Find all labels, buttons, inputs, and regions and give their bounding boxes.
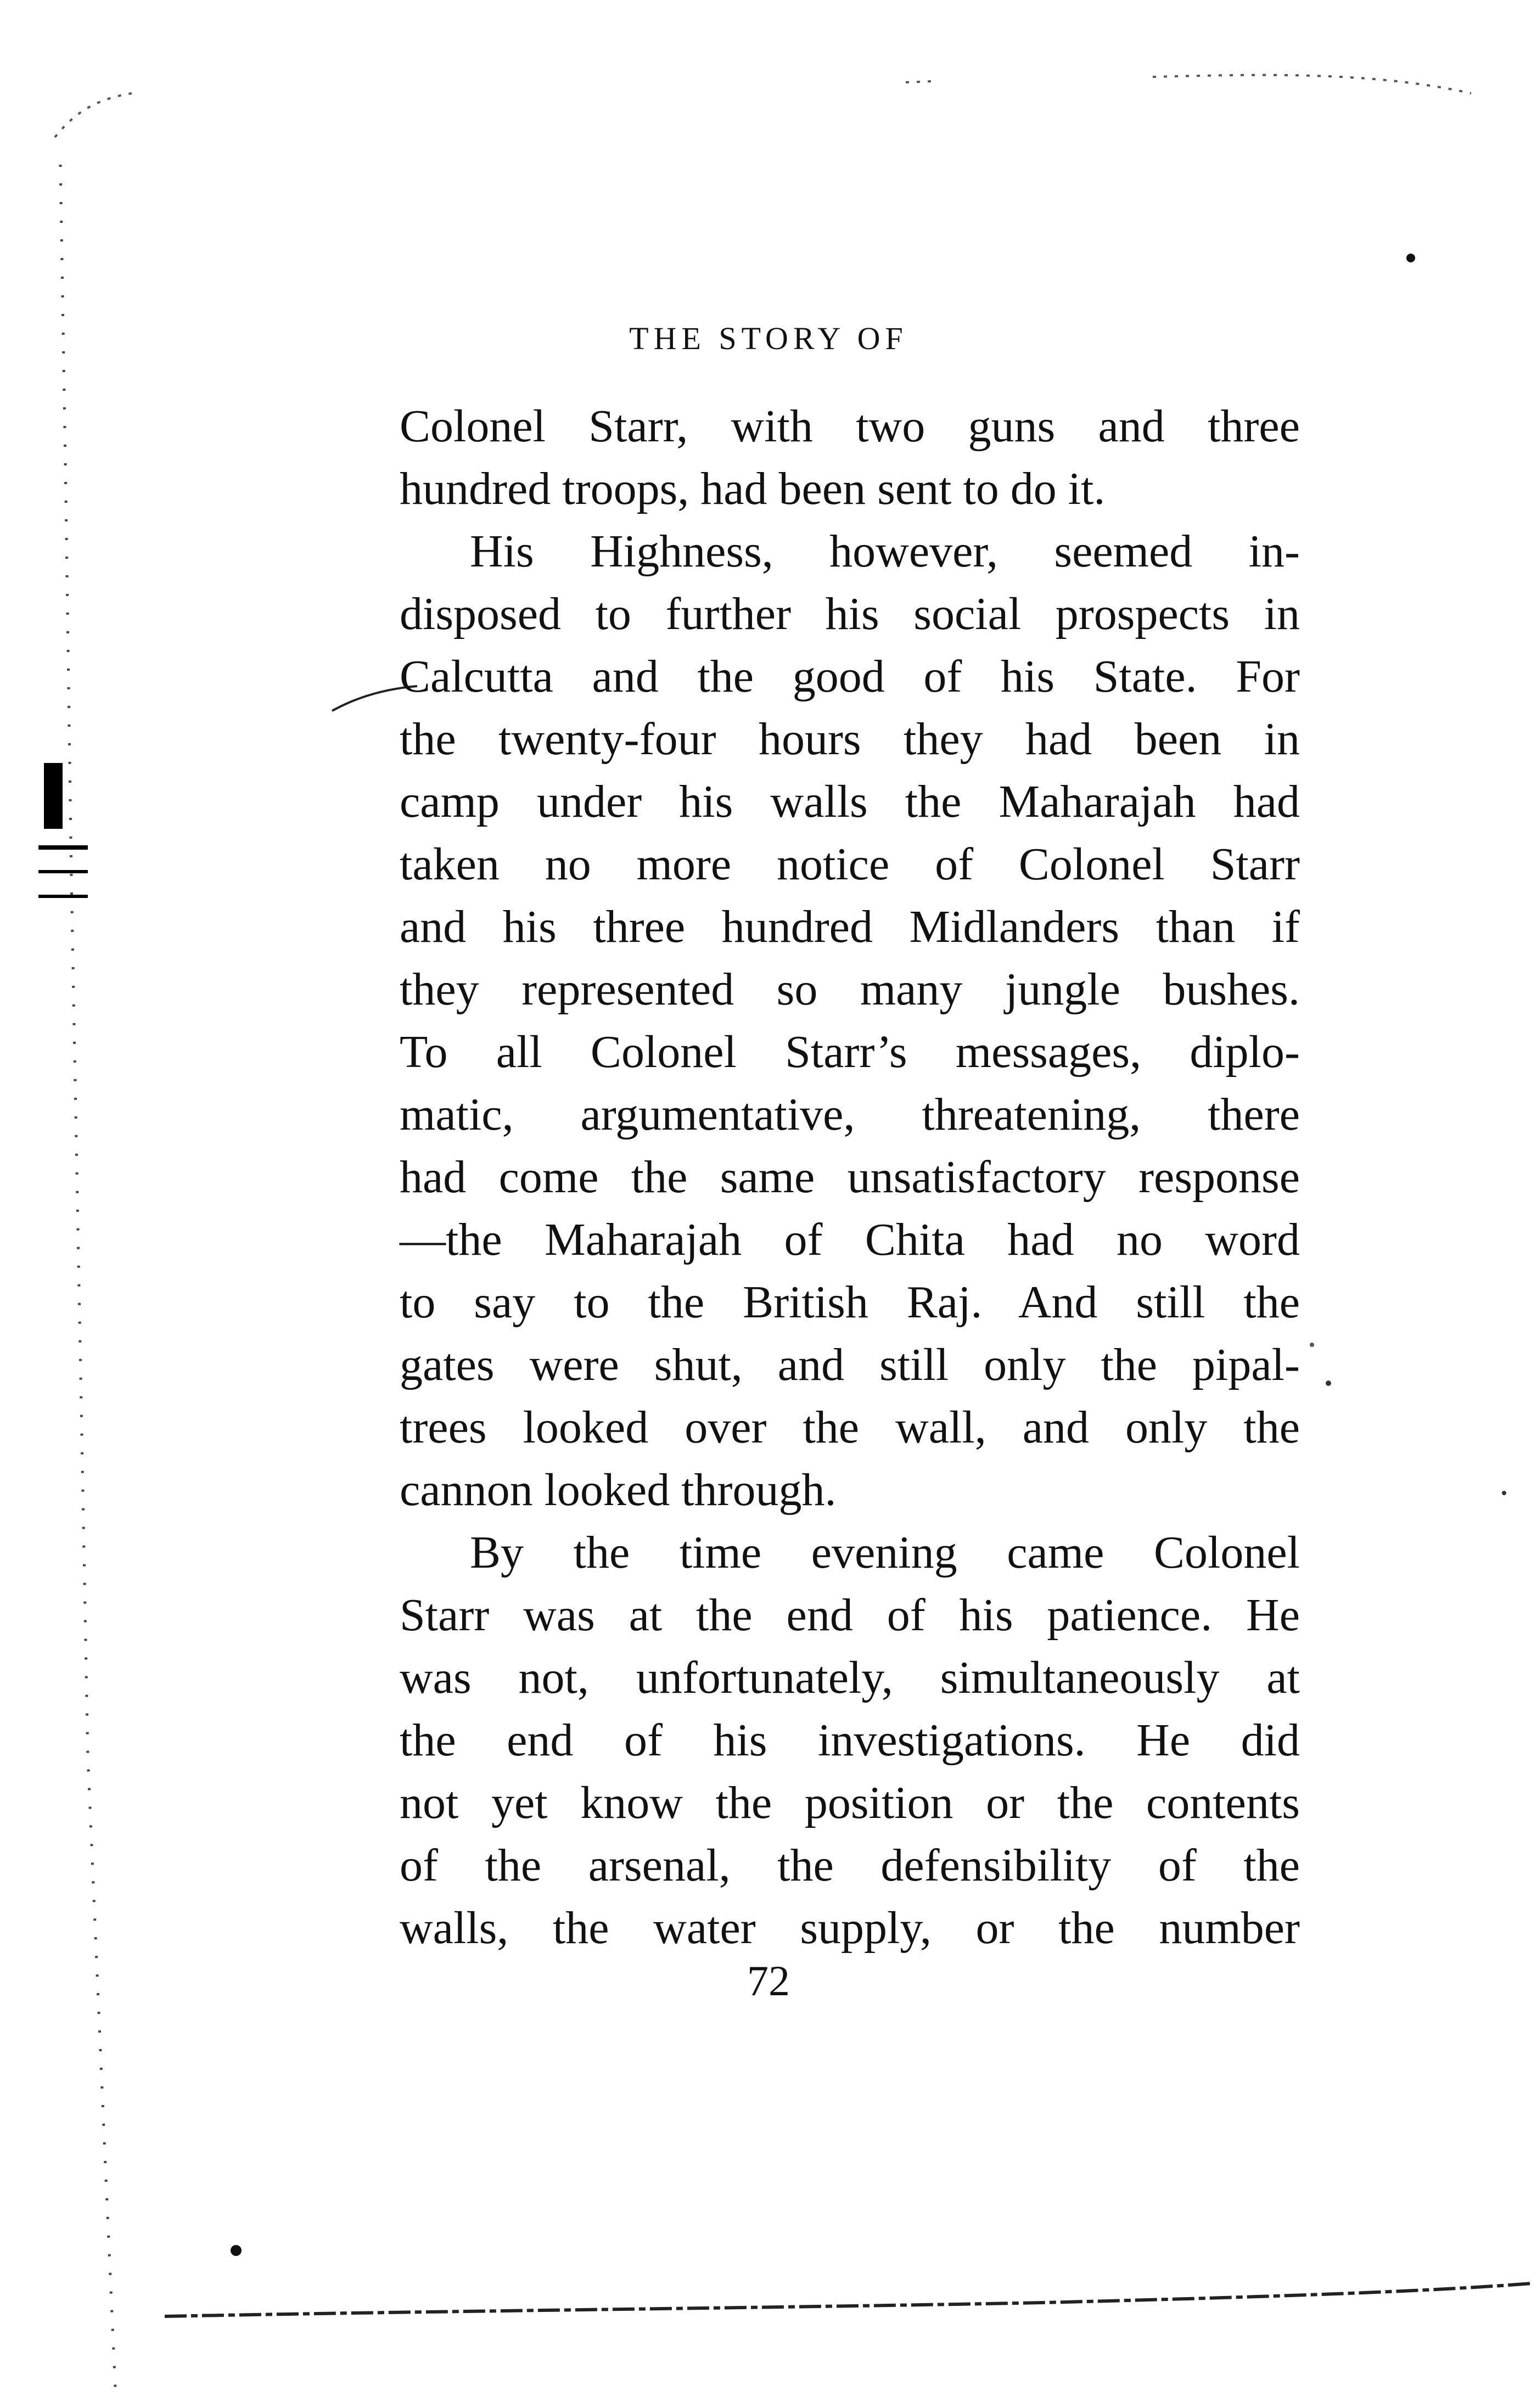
text-line: they represented so many jungle bushes. bbox=[400, 964, 1300, 1015]
text-line: His Highness, however, seemed in- bbox=[470, 526, 1300, 577]
speck bbox=[1310, 1343, 1314, 1347]
text-line: the twenty-four hours they had been in bbox=[400, 714, 1300, 765]
text-line: hundred troops, had been sent to do it. bbox=[400, 463, 1106, 514]
text-line: camp under his walls the Maharajah had bbox=[400, 776, 1300, 827]
paragraph-3 bbox=[400, 1522, 1300, 1960]
text-line: of the arsenal, the defensibility of the bbox=[400, 1840, 1300, 1891]
text-line: matic, argumentative, threatening, there bbox=[400, 1089, 1300, 1140]
page-text bbox=[400, 395, 1300, 1960]
text-line: By the time evening came Colonel bbox=[470, 1527, 1300, 1578]
binding-mark-lower bbox=[38, 845, 88, 850]
text-line: walls, the water supply, or the number bbox=[400, 1902, 1300, 1954]
binding-mark-lower-3 bbox=[38, 895, 88, 898]
text-line: the end of his investigations. He did bbox=[400, 1715, 1300, 1766]
text-line: trees looked over the wall, and only the bbox=[400, 1402, 1300, 1453]
text-line: was not, unfortunately, simultaneously at bbox=[400, 1652, 1300, 1703]
running-head: THE STORY OF bbox=[629, 321, 908, 356]
top-edge-speckle bbox=[55, 75, 1471, 137]
text-line: had come the same unsatisfactory response bbox=[400, 1152, 1300, 1203]
text-line: —the Maharajah of Chita had no word bbox=[400, 1214, 1300, 1265]
binding-mark-lower-2 bbox=[38, 870, 88, 873]
speck bbox=[231, 2245, 242, 2256]
paragraph-2 bbox=[400, 520, 1300, 1522]
text-line: To all Colonel Starr’s messages, diplo- bbox=[400, 1026, 1300, 1077]
speck bbox=[1502, 1491, 1506, 1495]
text-line: disposed to further his social prospects in bbox=[400, 588, 1300, 639]
text-line: Calcutta and the good of his State. For bbox=[400, 651, 1300, 702]
page-number: 72 bbox=[747, 1957, 790, 2005]
text-line: to say to the British Raj. And still the bbox=[400, 1277, 1300, 1328]
text-line: gates were shut, and still only the pipal- bbox=[400, 1339, 1300, 1390]
text-line: not yet know the position or the contents bbox=[400, 1777, 1300, 1828]
text-line: Colonel Starr, with two guns and three bbox=[400, 401, 1300, 452]
text-line: cannon looked through. bbox=[400, 1464, 837, 1515]
speck bbox=[1406, 254, 1415, 262]
binding-mark bbox=[44, 763, 63, 829]
text-line: and his three hundred Midlanders than if bbox=[400, 901, 1300, 952]
left-edge-speckle bbox=[60, 165, 115, 2388]
text-line: Starr was at the end of his patience. He bbox=[400, 1590, 1300, 1641]
speck bbox=[1326, 1380, 1331, 1386]
text-line: taken no more notice of Colonel Starr bbox=[400, 839, 1300, 890]
bottom-edge-line bbox=[165, 2283, 1532, 2316]
paragraph-1 bbox=[400, 395, 1300, 520]
